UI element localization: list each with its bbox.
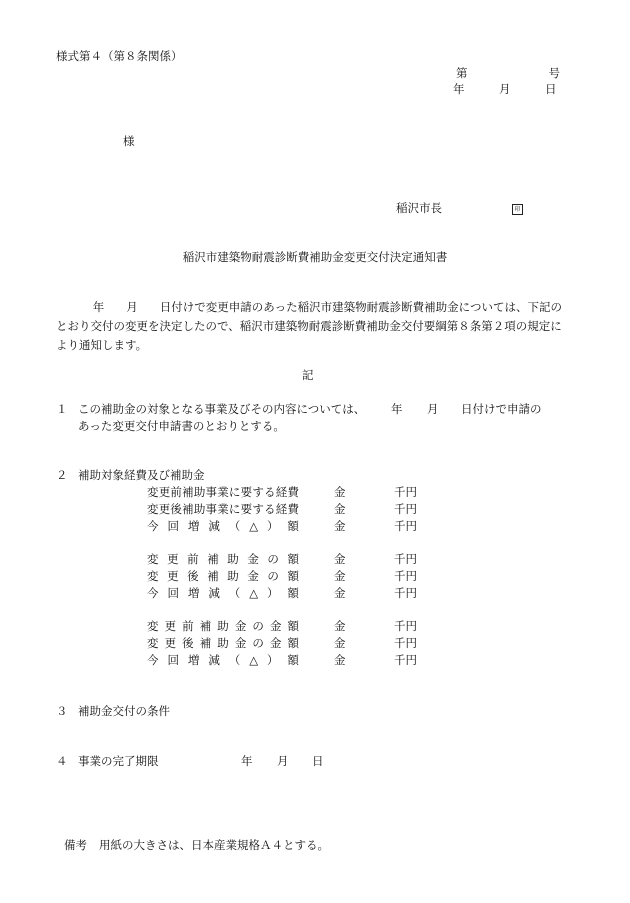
kin-label: 金 — [334, 586, 346, 600]
subsidy-amount-row: 変 更 後 補 助 金 の 金 額 — [147, 636, 299, 650]
item4-day: 日 — [312, 754, 324, 768]
expense-row: 変 更 前 補 助 事 業 に 要 す る 経 費 — [147, 485, 299, 499]
intro-month: 月 — [126, 300, 138, 314]
item4-year: 年 — [241, 754, 253, 768]
kin-label: 金 — [334, 636, 346, 650]
unit-label: 千円 — [394, 636, 417, 650]
kin-label: 金 — [334, 569, 346, 583]
unit-label: 千円 — [394, 519, 417, 533]
item4-month: 月 — [277, 754, 289, 768]
subsidy-row: 変 更 前 補 助 金 の 額 — [147, 552, 299, 566]
seal-mark — [512, 203, 523, 215]
subsidy-amount-row: 今 回 増 減 （ △ ） 額 — [147, 653, 299, 667]
item1-month: 月 — [427, 402, 439, 416]
seal-icon: 印 — [512, 204, 523, 215]
item1-text-b: 日付けで申請の — [461, 402, 542, 416]
document-date — [453, 84, 557, 98]
document-number-suffix: 号 — [548, 66, 560, 80]
document-number-prefix: 第 — [456, 66, 468, 80]
item1-year: 年 — [391, 402, 403, 416]
unit-label: 千円 — [394, 485, 417, 499]
unit-label: 千円 — [394, 552, 417, 566]
note-text: 用紙の大きさは、日本産業規格Ａ４とする。 — [99, 838, 329, 852]
expense-row: 今 回 増 減 （ △ ） 額 — [147, 519, 299, 533]
kin-label: 金 — [334, 552, 346, 566]
unit-label: 千円 — [394, 586, 417, 600]
document-number — [456, 68, 560, 80]
kin-label: 金 — [334, 619, 346, 633]
item1-text-c: あった変更交付申請書のとおりとする。 — [78, 419, 285, 433]
item3-heading: 補助金交付の条件 — [78, 704, 170, 718]
issuer-name: 稲沢市長 — [396, 201, 442, 215]
intro-text: 日付けで変更申請のあった稲沢市建築物耐震診断費補助金については、下記のとおり交付の変更を決定したので、稲沢市建築物耐震診断費補助金交付要綱第８条第２項の規定により通知します。 — [56, 300, 562, 352]
form-label: 様式第４（第８条関係） — [56, 49, 183, 63]
kin-label: 金 — [334, 502, 346, 516]
kin-label: 金 — [334, 653, 346, 667]
addressee-honorific: 様 — [123, 134, 135, 148]
item1-number: １ — [56, 402, 68, 416]
item2-number: ２ — [56, 468, 68, 482]
kin-label: 金 — [334, 519, 346, 533]
ki-marker: 記 — [302, 368, 314, 382]
note-label: 備考 — [64, 838, 87, 852]
intro-paragraph — [56, 298, 562, 355]
subsidy-row: 今 回 増 減 （ △ ） 額 — [147, 586, 299, 600]
unit-label: 千円 — [394, 569, 417, 583]
unit-label: 千円 — [394, 619, 417, 633]
document-title: 稲沢市建築物耐震診断費補助金変更交付決定通知書 — [182, 250, 448, 264]
unit-label: 千円 — [394, 502, 417, 516]
item3-number: ３ — [56, 704, 68, 718]
expense-row: 変 更 後 補 助 事 業 に 要 す る 経 費 — [147, 502, 299, 516]
date-day: 日 — [545, 82, 557, 96]
date-year: 年 — [453, 82, 465, 96]
kin-label: 金 — [334, 485, 346, 499]
intro-year: 年 — [92, 300, 105, 314]
unit-label: 千円 — [394, 653, 417, 667]
item2-heading: 補助対象経費及び補助金 — [78, 468, 205, 482]
date-month: 月 — [499, 82, 511, 96]
item1-text-a: この補助金の対象となる事業及びその内容については、 — [78, 402, 366, 416]
item4-heading: 事業の完了期限 — [78, 754, 159, 768]
subsidy-row: 変 更 後 補 助 金 の 額 — [147, 569, 299, 583]
subsidy-amount-row: 変 更 前 補 助 金 の 金 額 — [147, 619, 299, 633]
item4-number: ４ — [56, 754, 68, 768]
